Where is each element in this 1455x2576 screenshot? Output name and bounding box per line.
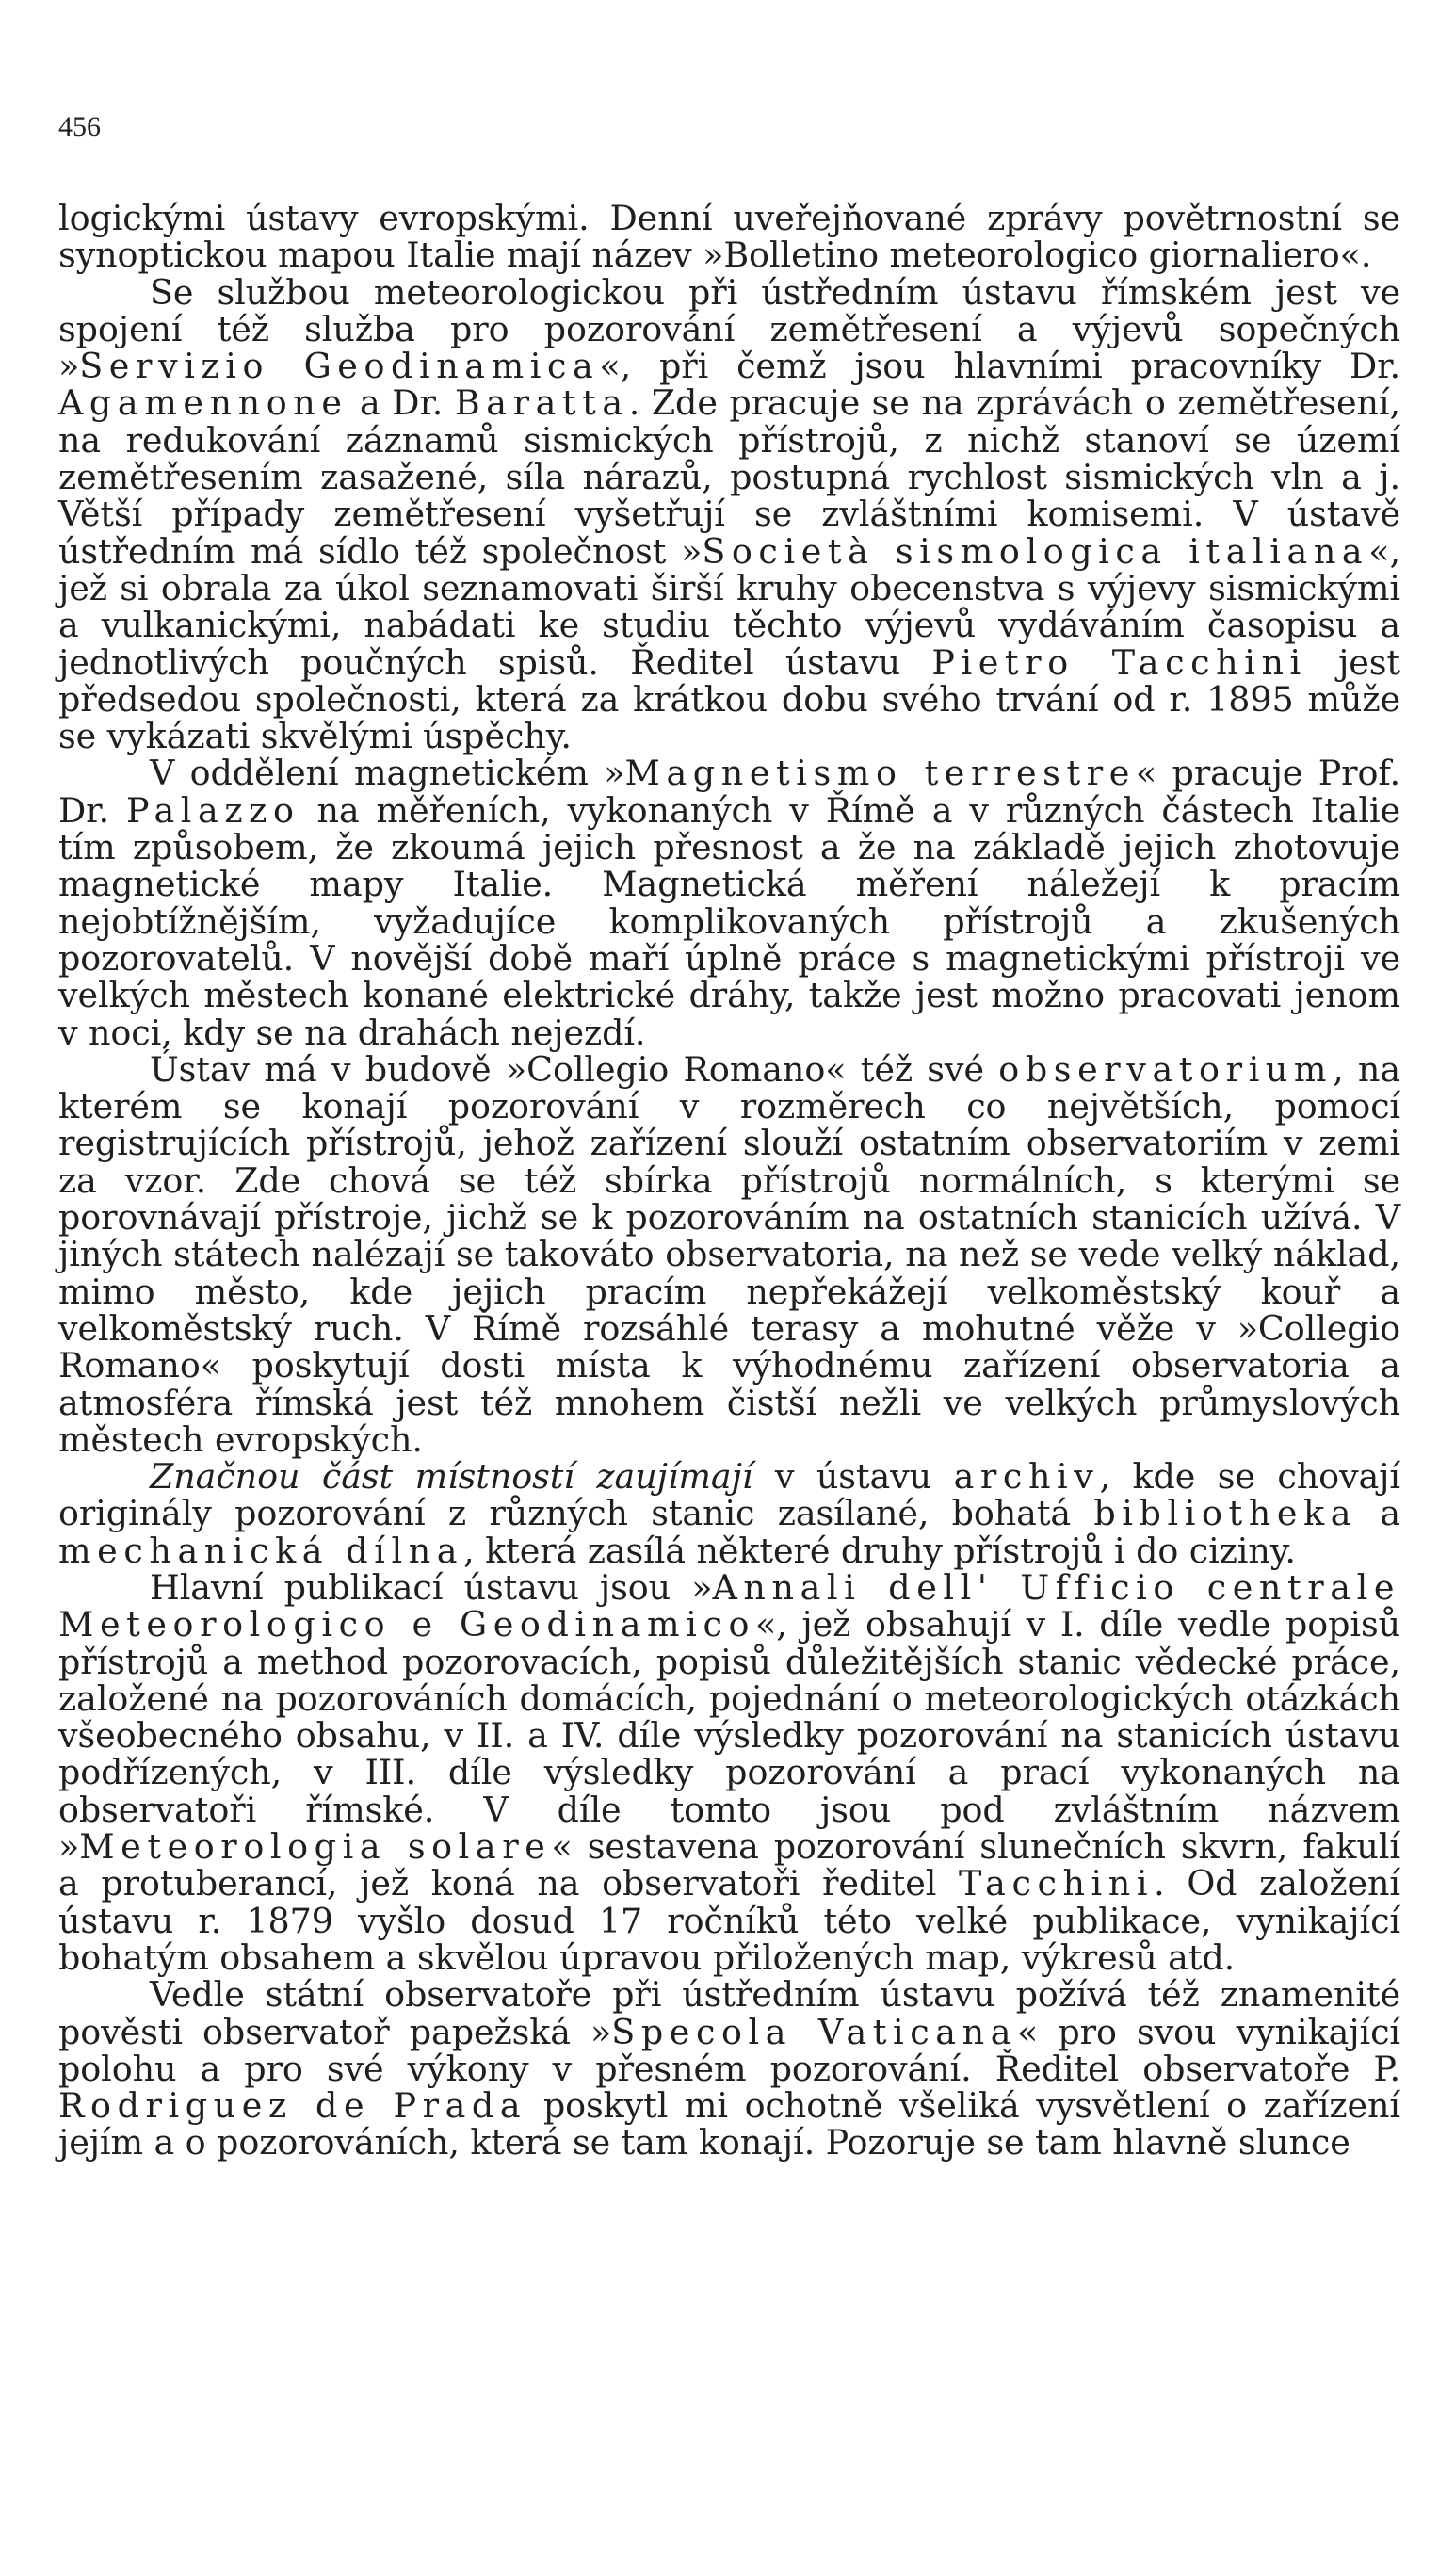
text-run: na měřeních, vykonaných v Římě a v různých částech Italie tím způsobem, že zkoumá jejich přesnost a že na základě jejich zhotovuje magnetické mapy Italie. Magnetická měření náležejí k pracím nejobtížnějším, vyžadujíce komplikovaných přístrojů a zkušených pozorovatelů. V novější době maří úplně práce s magnetickými přístroji ve velkých městech konané elektrické dráhy, takže jest možno pracovati jenom v noci, kdy se na drahách nejezdí. (58, 789, 1400, 1053)
paragraph-p1 (58, 200, 1400, 274)
italic-text: Značnou část místností zaujímají (150, 1456, 753, 1498)
spaced-term: observatorium (998, 1048, 1334, 1090)
text-run: Ústav má v budově »Collegio Romano« též své (150, 1048, 999, 1090)
text-run: , kde se chovají originály pozorování z různých stanic zasílané, bohatá (58, 1456, 1400, 1534)
text-run: « pro svou vynikající polohu a pro své výkony v přesném pozorování. Ředitel observatoře P. (58, 2011, 1400, 2089)
text-run: logickými ústavy evropskými. Denní uveřejňované zprávy povětrnostní se synoptickou mapou Italie mají název »Bolletino meteorologico giornaliero«. (58, 198, 1400, 276)
spaced-term: Pietro Tacchini (931, 641, 1307, 683)
spaced-term: bibliotheka (1093, 1493, 1358, 1534)
spaced-term: Società sismologica italiana (702, 530, 1369, 572)
text-run: V oddělení magnetickém » (150, 753, 625, 794)
spaced-term: Tacchini (959, 1863, 1155, 1904)
text-run: «, jež obsahují v I. díle vedle popisů přístrojů a method pozorovacích, popisů důležitějších stanic vědecké práce, založené na pozorováních domácích, pojednání o meteorologických otázkách všeobecného obsahu, v II. a IV. díle výsledky pozorování na stanicích ústavu podřízených, v III. díle výsledky pozorování a prací vykonaných na observatoři římské. V díle tomto jsou pod zvláštním názvem » (58, 1604, 1400, 1868)
text-run: . Zde pracuje se na zprávách o zemětřesení, na redukování záznamů sismických přístrojů, z nichž stanoví se území zemětřesením zasažené, síla nárazů, postupná rychlost sismických vln a j. Větší případy zemětřesení vyšetřují se zvláštními komisemi. V ústavě ústředním má sídlo též společnost » (58, 382, 1400, 572)
text-run: Se službou meteorologickou při ústředním ústavu římském jest ve spojení též služba pro pozorování zemětřesení a výjevů sopečných » (58, 271, 1400, 387)
text-run: a (1357, 1493, 1400, 1534)
spaced-term: Palazzo (125, 789, 300, 831)
spaced-term: Rodriguez de Prada (58, 2085, 527, 2127)
text-run: Vedle státní observatoře při ústředním ústavu požívá též znamenité pověsti observatoř papežská » (58, 1974, 1400, 2052)
paragraph-p2 (58, 271, 1400, 757)
spaced-term: Baratta (454, 382, 629, 424)
text-run: jest předsedou společnosti, která za krátkou dobu svého trvání od r. 1895 může se vykázati skvělými úspěchy. (58, 641, 1400, 757)
page-number: 456 (58, 111, 101, 142)
text-run: poskytl mi ochotně všeliká vysvětlení o zařízení jejím a o pozorováních, která se tam konají. Pozoruje se tam hlavně slunce (58, 2085, 1400, 2163)
spaced-term: Specola Vaticana (611, 2011, 1018, 2052)
spaced-term: archiv (953, 1456, 1100, 1498)
spaced-term: mechanická dílna (58, 1530, 464, 1571)
text-run: , která zasílá některé druhy přístrojů i do ciziny. (463, 1530, 1296, 1571)
paragraph-p7 (58, 1976, 1400, 2161)
paragraph-p4 (58, 1048, 1400, 1460)
text-run: «, při čemž jsou hlavními pracovníky Dr. (599, 346, 1400, 387)
text-run: « pracuje Prof. Dr. (58, 753, 1400, 831)
spaced-term: Magnetismo terrestre (624, 753, 1136, 794)
paragraph-p5 (58, 1458, 1400, 1569)
spaced-term: Annali dell' Ufficio centrale Meteorologico e Geodinamico (58, 1566, 1400, 1645)
text-run: «, jež si obrala za úkol seznamovati širší kruhy obecenstva s výjevy sismickými a vulkanickými, nabádati ke studiu těchto výjevů vydáváním časopisu a jednotlivých poučných spisů. Ředitel ústavu (58, 530, 1400, 683)
text-run: , na kterém se konají pozorování v rozměrech co největších, pomocí registrujících přístrojů, jehož zařízení slouží ostatním observatoriím v zemi za vzor. Zde chová se též sbírka přístrojů normálních, s kterými se porovnávají přístroje, jichž se k pozorováním na ostatních stanicích užívá. V jiných státech nalézají se takováto observatoria, na než se vede velký náklad, mimo město, kde jejich pracím nepřekážejí velkoměstský kouř a velkoměstský ruch. V Římě rozsáhlé terasy a mohutné věže v »Collegio Romano« poskytují dosti místa k výhodnému zařízení observatoria a atmosféra římská jest též mnohem čistší nežli ve velkých průmyslových městech evropských. (58, 1048, 1400, 1460)
text-run: Hlavní publikací ústavu jsou » (150, 1566, 713, 1608)
text-run: v ústavu (752, 1456, 954, 1498)
body-text (58, 200, 1400, 2162)
paragraph-p6 (58, 1566, 1400, 1978)
spaced-term: Meteorologia solare (79, 1826, 552, 1868)
spaced-term: Agamennone (58, 382, 348, 424)
text-run: « sestavena pozorování slunečních skvrn, fakulí a protuberancí, jež koná na observatoři ředitel (58, 1826, 1400, 1904)
spaced-term: Servizio Geodinamica (79, 346, 600, 387)
text-run: a Dr. (348, 382, 455, 424)
text-run: . Od založení ústavu r. 1879 vyšlo dosud 17 ročníků této velké publikace, vynikající bohatým obsahem a skvělou úpravou přiložených map, výkresů atd. (58, 1863, 1400, 1978)
paragraph-p3 (58, 753, 1400, 1053)
